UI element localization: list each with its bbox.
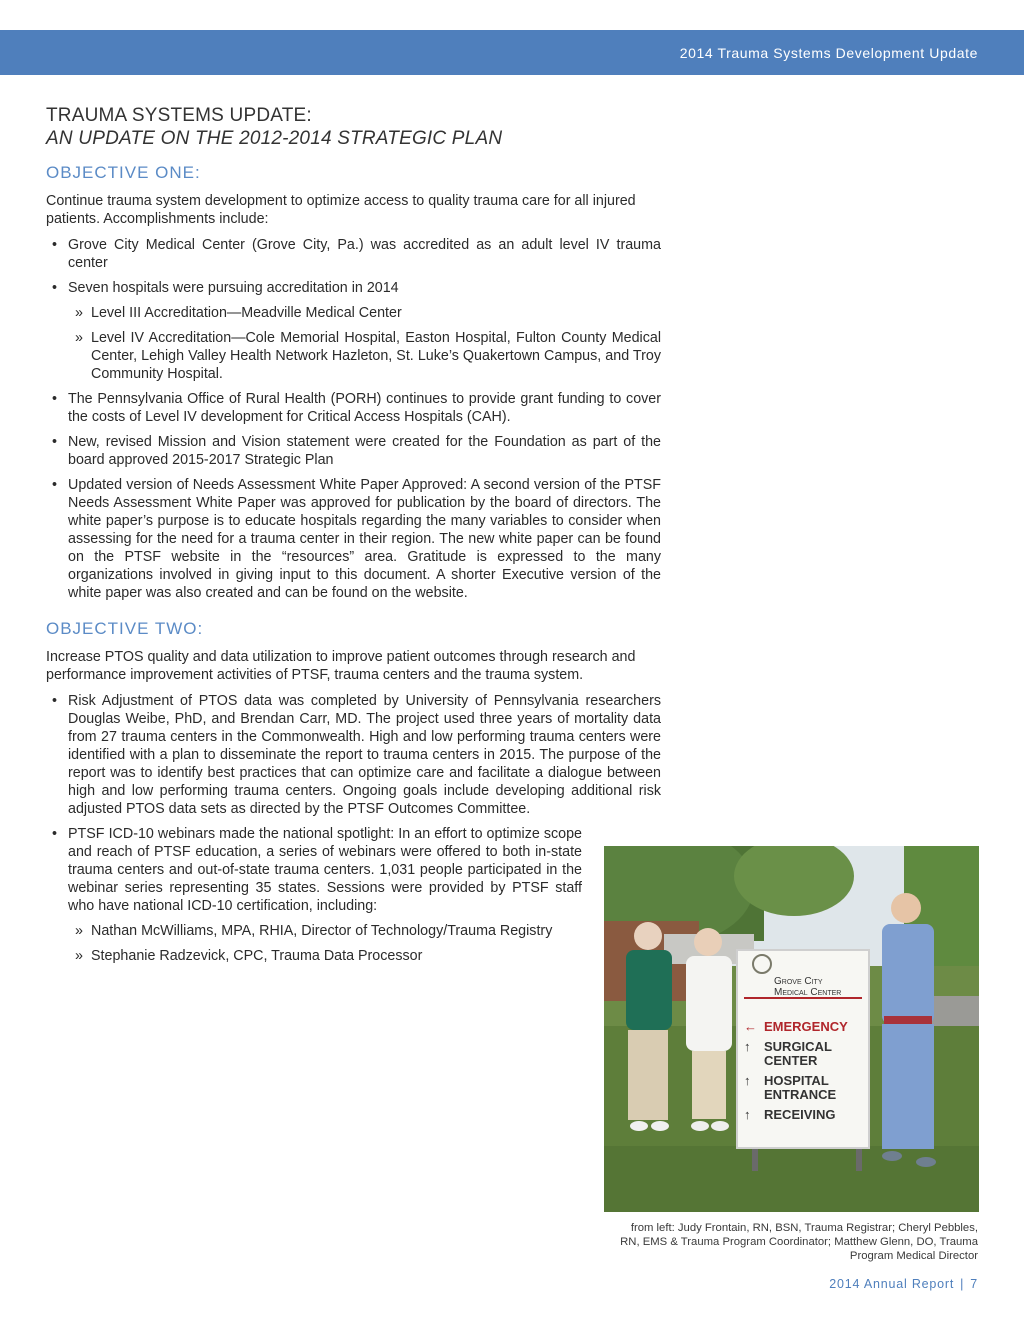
bullet-text: New, revised Mission and Vision statement were created for the Foundation as part of the board approved 2015-2017 Strategic Plan (68, 434, 661, 468)
header-title: 2014 Trauma Systems Development Update (679, 45, 978, 61)
sign-line (744, 1074, 869, 1102)
sub-bullet-icon: » (75, 330, 83, 346)
list-item (46, 236, 661, 272)
sign-name-line-2: Medical Center (774, 987, 842, 998)
main-content (46, 104, 661, 972)
bullet-text: Updated version of Needs Assessment White Paper Approved: A second version of the PTSF Needs Assessment White Paper was approved for publication by the board of directors. The white paper’s purpose is to educate hospitals regarding the many variables to consider when assessing for the need for a trauma center in their region. The new white paper can be found on the PTSF website in the “resources” area. Gratitude is expressed to the many organizations involved in giving input to this document. A shorter Executive version of the white paper was also created and can be found on the website. (68, 477, 661, 601)
sign-line-text: RECEIVING (764, 1107, 836, 1122)
bullet-icon: • (52, 280, 58, 296)
bullet-icon: • (52, 434, 58, 450)
bullet-text: PTSF ICD-10 webinars made the national spotlight: In an effort to optimize scope and reach of PTSF education, a series of webinars were offered to both in-state trauma centers and out-of-state trauma centers. 1,031 people participated in the webinar series representing 35 states. Sessions were provided by PTSF staff who have national ICD-10 certification, including: (68, 826, 582, 914)
sign-directions (744, 1020, 869, 1122)
bullet-icon: • (52, 477, 58, 493)
sub-bullet-text: Stephanie Radzevick, CPC, Trauma Data Processor (91, 948, 423, 964)
sign-line-text: SURGICAL CENTER (764, 1039, 832, 1068)
sub-list-item (68, 304, 661, 322)
sub-bullet-text: Level IV Accreditation—Cole Memorial Hospital, Easton Hospital, Fulton County Medical Center, Lehigh Valley Health Network Hazleton, St. Luke’s Quakertown Campus, and Troy Community Hospital. (91, 330, 661, 382)
bullet-icon: • (52, 237, 58, 253)
sign-line (744, 1108, 869, 1122)
sub-list-item (68, 947, 582, 965)
objective-two-intro: Increase PTOS quality and data utilization to improve patient outcomes through research and performance improvement activities of PTSF, trauma centers and the trauma system. (46, 649, 636, 683)
bullet-text: Seven hospitals were pursuing accreditation in 2014 (68, 280, 399, 296)
objective-two-heading: OBJECTIVE TWO: (46, 619, 204, 638)
objective-one-list (46, 236, 661, 602)
arrow-up-icon: ↑ (744, 1073, 751, 1088)
page-footer (829, 1277, 978, 1291)
sub-list (68, 922, 582, 965)
bullet-text: Risk Adjustment of PTOS data was completed by University of Pennsylvania researchers Douglas Weibe, PhD, and Brendan Carr, MD. The project used three years of mortality data from 27 trauma centers in the Commonwealth. High and low performing trauma centers were identified with a plan to disseminate the report to trauma centers in 2015. The purpose of the report was to identify best practices that can optimize care and facilitate a dialogue between high and low performing trauma centers. Ongoing goals include developing additional risk adjusted PTOS data sets as directed by the PTSF Outcomes Committee. (68, 693, 661, 817)
bullet-text: The Pennsylvania Office of Rural Health (PORH) continues to provide grant funding to cover the costs of Level IV development for Critical Access Hospitals (CAH). (68, 391, 661, 425)
page-subtitle: AN UPDATE ON THE 2012-2014 STRATEGIC PLAN (46, 128, 503, 149)
list-item (46, 825, 582, 965)
bullet-icon: • (52, 693, 58, 709)
sub-list-item (68, 922, 582, 940)
arrow-up-icon: ↑ (744, 1039, 751, 1054)
sign-hospital-name (774, 976, 874, 998)
list-item (46, 476, 661, 602)
page-number: 7 (970, 1277, 978, 1291)
sub-bullet-text: Level III Accreditation—Meadville Medical Center (91, 305, 402, 321)
sub-list-item (68, 329, 661, 383)
footer-separator: | (960, 1277, 965, 1291)
list-item (46, 279, 661, 383)
list-item (46, 692, 661, 818)
header-band (0, 30, 1024, 75)
bullet-icon: • (52, 391, 58, 407)
bullet-text: Grove City Medical Center (Grove City, Pa.) was accredited as an adult level IV trauma center (68, 237, 661, 271)
objective-one-heading: OBJECTIVE ONE: (46, 163, 201, 182)
staff-photo (604, 846, 979, 1212)
bullet-icon: • (52, 826, 58, 842)
sign-line-text: EMERGENCY (764, 1019, 848, 1034)
sub-bullet-icon: » (75, 305, 83, 321)
sign-name-line-1: Grove City (774, 976, 823, 987)
sign-line (744, 1020, 869, 1034)
photo-caption: from left: Judy Frontain, RN, BSN, Trauma Registrar; Cheryl Pebbles, RN, EMS & Trauma Program Coordinator; Matthew Glenn, DO, Trauma Program Medical Director (620, 1222, 978, 1262)
list-item (46, 390, 661, 426)
arrow-up-icon: ↑ (744, 1107, 751, 1122)
footer-report-label: 2014 Annual Report (829, 1277, 955, 1291)
sign-line (744, 1040, 869, 1068)
arrow-left-icon: ← (744, 1019, 757, 1034)
sub-bullet-icon: » (75, 948, 83, 964)
objective-one-intro: Continue trauma system development to optimize access to quality trauma care for all injured patients. Accomplishments include: (46, 193, 636, 227)
list-item (46, 433, 661, 469)
sub-list (68, 304, 661, 383)
sign-line-text: HOSPITAL ENTRANCE (764, 1073, 837, 1102)
objective-two-list (46, 692, 661, 965)
sub-bullet-icon: » (75, 923, 83, 939)
sub-bullet-text: Nathan McWilliams, MPA, RHIA, Director of Technology/Trauma Registry (91, 923, 553, 939)
page-title: TRAUMA SYSTEMS UPDATE: (46, 105, 312, 126)
